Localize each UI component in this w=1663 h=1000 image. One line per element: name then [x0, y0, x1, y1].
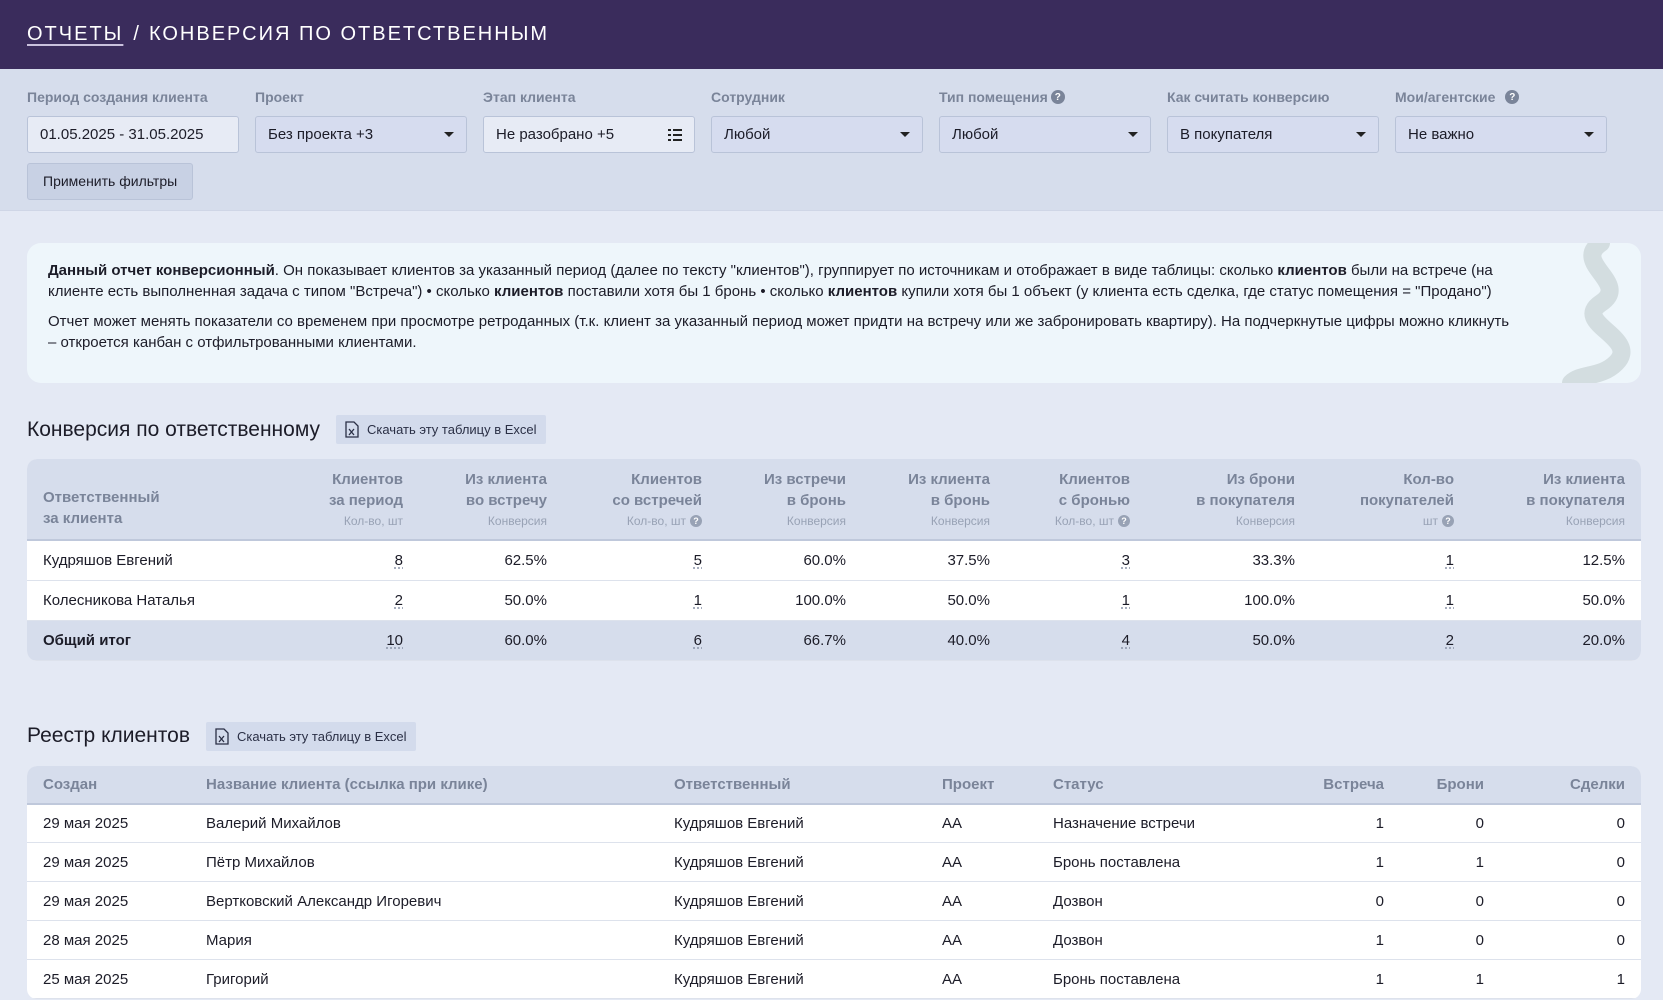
project-cell: АА [926, 843, 1037, 882]
project-select[interactable] [255, 116, 467, 153]
metric-cell: 33.3% [1146, 540, 1311, 580]
conversion-column-header [1311, 459, 1470, 540]
metric-cell: 60.0% [718, 540, 862, 580]
column-title-line-2: в бронь [930, 492, 990, 509]
metric-cell: 50.0% [419, 580, 563, 620]
client-name-link[interactable]: Мария [190, 921, 658, 960]
filter-conversion-mode-label: Как считать конверсию [1167, 89, 1330, 105]
responsible-cell: Кудряшов Евгений [658, 960, 926, 999]
filter-employee-label: Сотрудник [711, 89, 785, 105]
column-title-line-1: Из встречи [763, 471, 846, 488]
info-clients-word: клиентов [494, 283, 564, 300]
filter-period-label: Период создания клиента [27, 89, 208, 105]
created-date-cell: 29 мая 2025 [27, 843, 190, 882]
responsible-cell: Кудряшов Евгений [658, 804, 926, 843]
chevron-down-icon [1584, 132, 1594, 137]
clickable-count-link[interactable]: 1 [1445, 551, 1454, 569]
metric-cell: 50.0% [862, 580, 1006, 620]
responsible-cell: Кудряшов Евгений [658, 882, 926, 921]
chevron-down-icon [1356, 132, 1366, 137]
help-icon[interactable]: ? [1442, 515, 1454, 527]
responsible-cell: Кудряшов Евгений [658, 921, 926, 960]
metric-cell: 100.0% [1146, 580, 1311, 620]
registry-column-header: Ответственный [658, 766, 926, 804]
deals-count-cell: 1 [1500, 960, 1641, 999]
metric-cell: 66.7% [718, 620, 862, 660]
clickable-count-link[interactable]: 10 [386, 631, 403, 649]
excel-button-label: Скачать эту таблицу в Excel [236, 728, 407, 744]
stage-select[interactable] [483, 116, 695, 153]
info-clients-word: клиентов [827, 283, 898, 300]
column-title-line-2: со встречей [612, 492, 702, 509]
room-type-label-text: Тип помещения [939, 89, 1048, 105]
clickable-count-link[interactable]: 1 [1121, 591, 1130, 609]
column-title-line-1: Ответственный [43, 489, 160, 506]
help-icon[interactable]: ? [1051, 90, 1065, 104]
clickable-count-link[interactable]: 8 [394, 551, 403, 569]
conversion-column-header [1470, 459, 1641, 540]
metric-cell [297, 540, 419, 580]
registry-table [27, 766, 1641, 1000]
excel-file-icon [215, 728, 229, 745]
meeting-count-cell: 0 [1287, 882, 1400, 921]
stage-value: Не разобрано +5 [496, 126, 615, 143]
metric-cell: 50.0% [1146, 620, 1311, 660]
column-subtitle-text: Кол-во, шт [1054, 514, 1114, 528]
metric-cell: 40.0% [862, 620, 1006, 660]
conversion-column-header [1006, 459, 1146, 540]
column-subtitle [1470, 513, 1625, 529]
help-icon[interactable]: ? [1118, 515, 1130, 527]
conversion-table-container [27, 459, 1641, 661]
created-date-cell: 29 мая 2025 [27, 882, 190, 921]
project-cell: АА [926, 960, 1037, 999]
excel-button-label: Скачать эту таблицу в Excel [367, 422, 537, 437]
decorative-swirl-icon [1541, 243, 1641, 383]
conversion-column-header [862, 459, 1006, 540]
conversion-column-header [718, 459, 862, 540]
created-date-cell: 29 мая 2025 [27, 804, 190, 843]
metric-cell: 62.5% [419, 540, 563, 580]
total-row [27, 620, 1641, 660]
ownership-value: Не важно [1408, 126, 1475, 143]
clickable-count-link[interactable]: 4 [1121, 631, 1130, 649]
project-cell: АА [926, 921, 1037, 960]
client-name-link[interactable]: Пётр Михайлов [190, 843, 658, 882]
conversion-mode-select[interactable] [1167, 116, 1379, 153]
info-panel [27, 243, 1641, 383]
apply-filters-button[interactable]: Применить фильтры [27, 163, 193, 200]
info-paragraph-1 [48, 260, 1521, 302]
table-row [27, 540, 1641, 580]
metric-cell: 50.0% [1470, 580, 1641, 620]
metric-cell [1311, 540, 1470, 580]
created-date-cell: 25 мая 2025 [27, 960, 190, 999]
metric-cell: 20.0% [1470, 620, 1641, 660]
metric-cell [1311, 580, 1470, 620]
filter-period [27, 87, 239, 153]
column-title-line-1: Из брони [1226, 471, 1295, 488]
registry-section-title: Реестр клиентов [27, 724, 190, 747]
breadcrumb-reports-link[interactable]: ОТЧЕТЫ [27, 23, 124, 45]
clickable-count-link[interactable]: 6 [693, 631, 702, 649]
column-subtitle [1311, 513, 1454, 529]
column-subtitle-text: Кол-во, шт [626, 514, 686, 528]
metric-cell [563, 540, 718, 580]
bookings-count-cell: 0 [1400, 804, 1500, 843]
clickable-count-link[interactable]: 3 [1121, 551, 1130, 569]
column-title-line-2: за клиента [43, 510, 123, 527]
metric-cell: 60.0% [419, 620, 563, 660]
created-date-cell: 28 мая 2025 [27, 921, 190, 960]
metric-cell [563, 620, 718, 660]
column-title-line-1: Клиентов [1059, 471, 1130, 488]
filter-conversion-mode [1167, 87, 1379, 153]
filter-project [255, 87, 467, 153]
column-title-line-1: Из клиента [908, 471, 990, 488]
table-row [27, 882, 1641, 921]
column-subtitle-text: Конверсия [1565, 514, 1625, 528]
deals-count-cell: 0 [1500, 882, 1641, 921]
chevron-down-icon [900, 132, 910, 137]
column-title-line-2: в покупателя [1196, 492, 1295, 509]
period-input[interactable] [27, 116, 239, 153]
chevron-down-icon [444, 132, 454, 137]
filter-ownership [1395, 87, 1607, 153]
column-subtitle [1146, 513, 1295, 529]
conversion-mode-value: В покупателя [1180, 126, 1273, 143]
registry-column-header: Название клиента (ссылка при клике) [190, 766, 658, 804]
responsible-name-cell: Кудряшов Евгений [27, 540, 297, 580]
metric-cell [1006, 620, 1146, 660]
info-text: поставили хотя бы 1 бронь • сколько [563, 283, 828, 300]
status-cell: Дозвон [1037, 882, 1287, 921]
metric-cell: 100.0% [718, 580, 862, 620]
metric-cell [563, 580, 718, 620]
column-title-line-2: за период [328, 492, 403, 509]
column-subtitle [419, 513, 547, 529]
ownership-label-text: Мои/агентские [1395, 89, 1496, 105]
deals-count-cell: 0 [1500, 843, 1641, 882]
conversion-column-header [563, 459, 718, 540]
info-paragraph-2: Отчет может менять показатели со временем при просмотре ретроданных (т.к. клиент за указанный период может придти на встречу или же забронировать квартиру). На подчеркнутые цифры можно кликнуть – откроется канбан с отфильтрованными клиентами. [48, 313, 1510, 351]
help-icon[interactable]: ? [1505, 90, 1519, 104]
ownership-select[interactable] [1395, 116, 1607, 153]
metric-cell [297, 580, 419, 620]
meeting-count-cell: 1 [1287, 843, 1400, 882]
help-icon[interactable]: ? [690, 515, 702, 527]
conversion-table [27, 459, 1641, 661]
deals-count-cell: 0 [1500, 804, 1641, 843]
column-subtitle-text: Конверсия [786, 514, 846, 528]
meeting-count-cell: 1 [1287, 804, 1400, 843]
excel-file-icon [345, 421, 359, 438]
conversion-section-title: Конверсия по ответственному [27, 417, 320, 441]
meeting-count-cell: 1 [1287, 960, 1400, 999]
column-title-line-2: в покупателя [1526, 492, 1625, 509]
deals-count-cell: 0 [1500, 921, 1641, 960]
chevron-down-icon [1128, 132, 1138, 137]
client-name-link[interactable]: Валерий Михайлов [190, 804, 658, 843]
bookings-count-cell: 0 [1400, 921, 1500, 960]
status-cell: Бронь поставлена [1037, 843, 1287, 882]
column-subtitle-text: Конверсия [930, 514, 990, 528]
breadcrumb-separator: / [133, 23, 139, 45]
registry-column-header: Проект [926, 766, 1037, 804]
column-subtitle-text: Конверсия [1235, 514, 1295, 528]
page-title: КОНВЕРСИЯ ПО ОТВЕТСТВЕННЫМ [148, 23, 550, 45]
column-title-line-1: Клиентов [631, 471, 702, 488]
table-row [27, 804, 1641, 843]
column-subtitle [1006, 513, 1130, 529]
breadcrumb [27, 23, 123, 46]
bookings-count-cell: 1 [1400, 843, 1500, 882]
column-subtitle [563, 513, 702, 529]
info-clients-word: клиентов [1277, 262, 1347, 279]
info-text: купили хотя бы 1 объект (у клиента есть сделка, где статус помещения = "Продано") [897, 283, 1492, 300]
responsible-cell: Кудряшов Евгений [658, 843, 926, 882]
conversion-section-header [27, 415, 1663, 444]
registry-column-header: Статус [1037, 766, 1287, 804]
filter-room-type [939, 87, 1151, 153]
table-row [27, 960, 1641, 999]
employee-value: Любой [724, 126, 771, 143]
column-title-line-1: Из клиента [1543, 471, 1625, 488]
column-subtitle [297, 513, 403, 529]
registry-column-header: Сделки [1500, 766, 1641, 804]
conversion-column-header [1146, 459, 1311, 540]
conversion-column-header [419, 459, 563, 540]
filter-room-type-label [939, 87, 1151, 107]
responsible-name-cell: Общий итог [27, 620, 297, 660]
clickable-count-link[interactable]: 1 [1445, 591, 1454, 609]
metric-cell: 37.5% [862, 540, 1006, 580]
info-text: . Он показывает клиентов за указанный период (далее по тексту "клиентов"), группирует по источникам и отображает в виде таблицы: сколько [274, 262, 1278, 279]
metric-cell [1311, 620, 1470, 660]
status-cell: Назначение встречи [1037, 804, 1287, 843]
status-cell: Дозвон [1037, 921, 1287, 960]
registry-column-header: Брони [1400, 766, 1500, 804]
filters-panel [0, 69, 1663, 211]
registry-section-header [27, 722, 1663, 751]
responsible-name-cell: Колесникова Наталья [27, 580, 297, 620]
metric-cell [1006, 580, 1146, 620]
metric-cell: 12.5% [1470, 540, 1641, 580]
clickable-count-link[interactable]: 1 [693, 591, 702, 609]
column-title-line-2: покупателей [1359, 492, 1454, 509]
top-header [0, 0, 1663, 69]
clickable-count-link[interactable]: 2 [1445, 631, 1454, 649]
column-title-line-1: Кол-во [1403, 471, 1454, 488]
filter-employee [711, 87, 923, 153]
registry-table-container [27, 766, 1641, 1000]
client-name-link[interactable]: Григорий [190, 960, 658, 999]
conversion-column-header [297, 459, 419, 540]
column-title-line-1: Из клиента [465, 471, 547, 488]
project-value: Без проекта +3 [268, 126, 374, 143]
registry-column-header: Создан [27, 766, 190, 804]
info-bold-title: Данный отчет конверсионный [48, 262, 275, 279]
metric-cell [297, 620, 419, 660]
registry-excel-download-button[interactable] [206, 722, 416, 751]
column-title-line-2: во встречу [465, 492, 547, 509]
column-title-line-1: Клиентов [332, 471, 403, 488]
room-type-select[interactable] [939, 116, 1151, 153]
filter-ownership-label [1395, 87, 1607, 107]
room-type-value: Любой [952, 126, 999, 143]
table-row [27, 921, 1641, 960]
conversion-column-header [27, 459, 297, 540]
filter-stage [483, 87, 695, 153]
project-cell: АА [926, 804, 1037, 843]
bookings-count-cell: 0 [1400, 882, 1500, 921]
column-title-line-2: в бронь [786, 492, 846, 509]
status-cell: Бронь поставлена [1037, 960, 1287, 999]
filter-stage-label: Этап клиента [483, 89, 576, 105]
column-subtitle-text: шт [1422, 514, 1438, 528]
column-subtitle [718, 513, 846, 529]
metric-cell [1006, 540, 1146, 580]
filter-project-label: Проект [255, 89, 304, 105]
employee-select[interactable] [711, 116, 923, 153]
column-subtitle [862, 513, 990, 529]
clickable-count-link[interactable]: 5 [693, 551, 702, 569]
column-subtitle-text: Конверсия [487, 514, 547, 528]
conversion-excel-download-button[interactable] [336, 415, 546, 444]
project-cell: АА [926, 882, 1037, 921]
info-text: были на встрече (на клиенте есть выполненная задача с типом "Встреча") • сколько [48, 262, 1493, 300]
clickable-count-link[interactable]: 2 [394, 591, 403, 609]
client-name-link[interactable]: Вертковский Александр Игоревич [190, 882, 658, 921]
registry-column-header: Встреча [1287, 766, 1400, 804]
table-row [27, 843, 1641, 882]
meeting-count-cell: 1 [1287, 921, 1400, 960]
table-row [27, 580, 1641, 620]
bookings-count-cell: 1 [1400, 960, 1500, 999]
period-value: 01.05.2025 - 31.05.2025 [40, 126, 204, 143]
list-icon [668, 129, 682, 141]
column-title-line-2: с бронью [1058, 492, 1130, 509]
column-subtitle-text: Кол-во, шт [343, 514, 403, 528]
